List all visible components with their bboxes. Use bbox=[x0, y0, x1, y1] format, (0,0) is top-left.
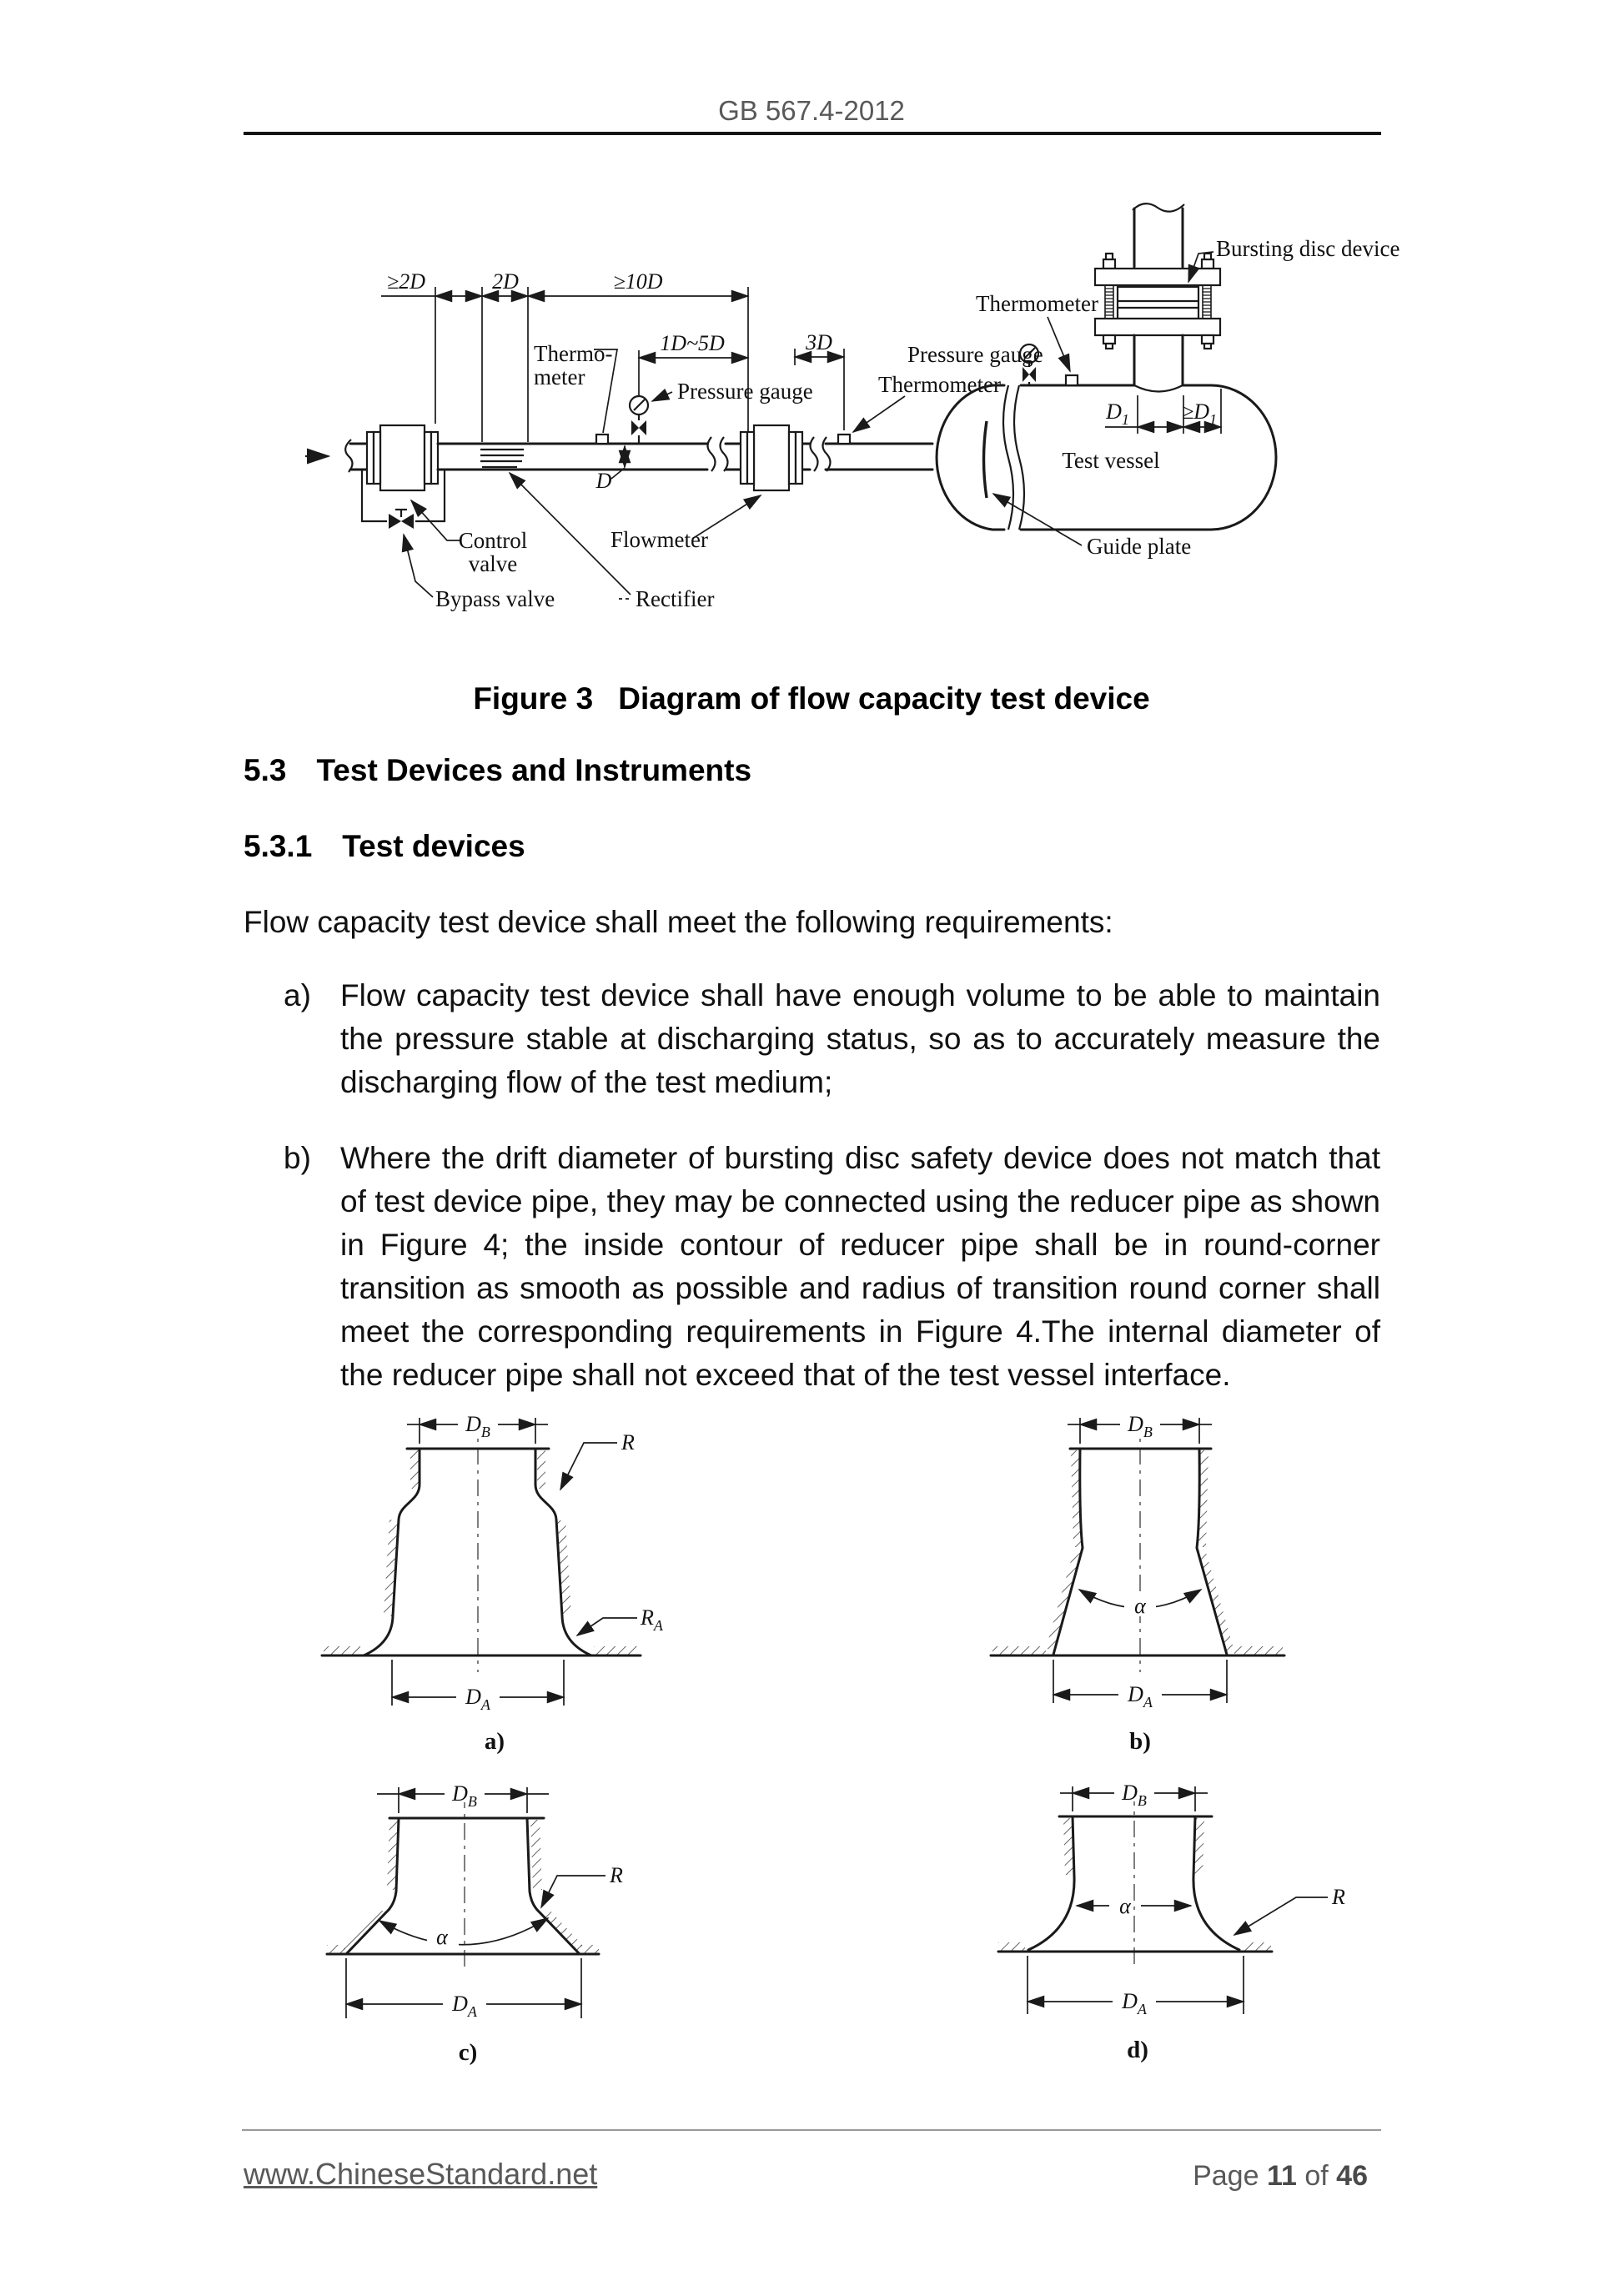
dimension-1d-5d bbox=[639, 331, 748, 417]
intro-paragraph: Flow capacity test device shall meet the following requirements: bbox=[244, 905, 1113, 939]
dim-da-b: $D_A$ bbox=[1128, 1682, 1153, 1711]
dim-da-c: $D_A$ bbox=[452, 1992, 477, 2020]
radius-r-label-c: R bbox=[610, 1863, 623, 1887]
list-marker-a: a) bbox=[284, 978, 311, 1012]
page-indicator: Page 11 of 46 bbox=[1193, 2160, 1368, 2192]
dim-ge2d: ≥2D bbox=[386, 269, 426, 294]
rectifier bbox=[480, 450, 524, 467]
pressure-gauge-vessel-label: Pressure gauge bbox=[907, 342, 1043, 367]
subfigure-caption-a: a) bbox=[484, 1728, 505, 1755]
svg-text:valve: valve bbox=[468, 551, 518, 576]
standard-number: GB 567.4-2012 bbox=[718, 95, 905, 126]
reducer-shape-d bbox=[998, 1781, 1345, 2063]
pressure-gauge-pipe-label: Pressure gauge bbox=[677, 379, 813, 404]
figure4-diagram bbox=[200, 1405, 1426, 2072]
dim-d1: $D_1$ bbox=[1106, 399, 1129, 428]
dim-db-c: $D_B$ bbox=[452, 1781, 477, 1810]
dim-2d: 2D bbox=[492, 269, 519, 294]
dim-1d5d: 1D~5D bbox=[660, 331, 725, 355]
dim-ge-d1: $\ge D_1$ bbox=[1181, 399, 1218, 428]
thermometer-pipe1 bbox=[534, 341, 617, 444]
bursting-disc-device bbox=[1095, 203, 1399, 385]
thermometer-vessel-label: Thermometer bbox=[976, 291, 1098, 316]
angle-alpha-label-c: α bbox=[436, 1925, 448, 1949]
thermometer-pipe2-label: Thermometer bbox=[878, 372, 1001, 397]
flow-inlet-arrow bbox=[305, 440, 367, 472]
test-pipe bbox=[438, 437, 932, 471]
thermometer-label-line1: Thermo- bbox=[534, 341, 613, 366]
figure3-caption: Figure 3 Diagram of flow capacity test device bbox=[473, 681, 1150, 716]
svg-text:Rectifier: Rectifier bbox=[636, 586, 715, 611]
dim-db-a: $D_B$ bbox=[465, 1412, 490, 1440]
dim-ge10d: ≥10D bbox=[613, 269, 663, 294]
dim-3d: 3D bbox=[806, 330, 832, 354]
heading-5-3-1: 5.3.1 Test devices bbox=[244, 829, 525, 863]
reducer-shape-a bbox=[322, 1412, 664, 1755]
list-item-a bbox=[284, 974, 1380, 1104]
document-header bbox=[0, 95, 1623, 127]
list-marker-b: b) bbox=[284, 1141, 311, 1175]
control-valve-label bbox=[411, 500, 527, 576]
radius-ra-label-a: $R_A$ bbox=[641, 1605, 663, 1634]
bursting-disc-label: Bursting disc device bbox=[1216, 236, 1400, 261]
heading-5-3: 5.3 Test Devices and Instruments bbox=[244, 753, 752, 787]
dimension-d1 bbox=[1105, 389, 1221, 434]
svg-text:Bypass valve: Bypass valve bbox=[435, 586, 555, 611]
radius-r-label-a: R bbox=[621, 1430, 635, 1454]
dim-da-a: $D_A$ bbox=[465, 1685, 490, 1713]
radius-r-label-d: R bbox=[1332, 1885, 1345, 1909]
figure3-diagram bbox=[200, 192, 1426, 659]
test-vessel-label: Test vessel bbox=[1062, 448, 1160, 473]
dim-d: D bbox=[595, 469, 612, 493]
control-valve bbox=[367, 425, 438, 490]
footer-website-link[interactable]: www.ChineseStandard.net bbox=[244, 2157, 598, 2191]
angle-alpha-label-d: α bbox=[1119, 1894, 1131, 1918]
flowmeter-label: Flowmeter bbox=[611, 527, 708, 552]
subfigure-caption-b: b) bbox=[1129, 1728, 1151, 1755]
svg-text:Control: Control bbox=[458, 528, 528, 553]
list-item-b bbox=[284, 1137, 1380, 1397]
thermometer-pipe2 bbox=[838, 372, 1001, 444]
footer-rule bbox=[242, 2129, 1381, 2131]
thermometer-label-line2: meter bbox=[534, 364, 585, 389]
header-rule bbox=[244, 132, 1381, 135]
angle-alpha-label-b: α bbox=[1134, 1594, 1146, 1618]
reducer-shape-c bbox=[327, 1781, 623, 2066]
list-text-a: Flow capacity test device shall have enough volume to be able to maintain the pressure stable at discharging status, so as to accurately measure the discharging flow of the test medium; bbox=[340, 978, 1380, 1099]
subfigure-caption-c: c) bbox=[458, 2039, 478, 2066]
dim-da-d: $D_A$ bbox=[1122, 1989, 1147, 2017]
guide-plate-label: Guide plate bbox=[1087, 534, 1192, 559]
dim-db-d: $D_B$ bbox=[1122, 1781, 1147, 1809]
subfigure-caption-d: d) bbox=[1127, 2037, 1148, 2063]
list-text-b: Where the drift diameter of bursting disc safety device does not match that of test device pipe, they may be connected using the reducer pipe as shown in Figure 4; the inside contour of reducer pipe shall be in round-corner transition as smooth as possible and radius of transition round corner shall meet the corresponding requirements in Figure 4.The internal diameter of the reducer pipe shall not exceed that of the test vessel interface. bbox=[340, 1141, 1380, 1392]
reducer-shape-b bbox=[991, 1412, 1284, 1755]
dim-db-b: $D_B$ bbox=[1128, 1412, 1153, 1440]
